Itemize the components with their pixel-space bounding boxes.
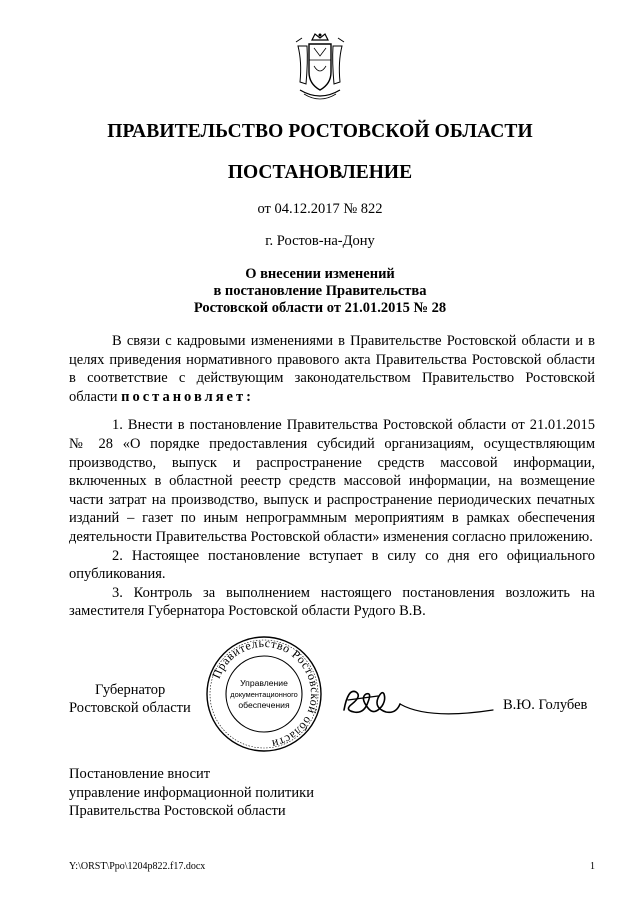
subject-line: О внесении изменений bbox=[245, 266, 395, 282]
subject-line: в постановление Правительства bbox=[213, 283, 427, 299]
submitter-note bbox=[69, 765, 314, 821]
signatory-title-line: Губернатор bbox=[95, 682, 166, 698]
item-paragraph: 2. Настоящее постановление вступает в силу со дня его официального опубликования. bbox=[69, 547, 595, 583]
seal-ring-text: Правительство Ростовской области bbox=[208, 635, 323, 752]
seal-center-line: Управление bbox=[240, 678, 288, 688]
signatory-name: В.Ю. Голубев bbox=[503, 697, 588, 713]
footer-file-path: Y:\ORST\Ppo\1204p822.f17.docx bbox=[69, 861, 206, 872]
document-date-number: от 04.12.2017 № 822 bbox=[257, 201, 383, 217]
coat-of-arms-icon bbox=[292, 32, 348, 104]
signatory-title-line: Ростовской области bbox=[69, 700, 191, 716]
preamble-text: В связи с кадровыми изменениями в Правительстве Ростовской области и в целях приведения нормативного правового акта Правительства Ростовской области в соответствие с действующим законодательством Правительство Ростовской области bbox=[69, 333, 595, 405]
handwritten-signature bbox=[338, 680, 498, 724]
preamble-paragraph bbox=[69, 332, 595, 406]
note-line: Постановление вносит bbox=[69, 766, 211, 782]
note-line: управление информационной политики bbox=[69, 784, 314, 801]
note-line: Правительства Ростовской области bbox=[69, 803, 286, 819]
subject-line: Ростовской области от 21.01.2015 № 28 bbox=[193, 300, 447, 316]
document-body bbox=[69, 332, 595, 621]
document-type: ПОСТАНОВЛЕНИЕ bbox=[227, 162, 413, 183]
seal-center-line: обеспечения bbox=[238, 700, 290, 710]
item-paragraph: 1. Внести в постановление Правительства Ростовской области от 21.01.2015 № 28 «О порядке предоставления субсидий организациям, осуществляющим производство, выпуск и распространение средств массовой информации, включенных в областной реестр средств массовой информации, на возмещение части затрат на производство, выпуск и распространение периодических печатных изданий – газет по иным непрограммным мероприятиям в рамках обеспечения деятельности Правительства Ростовской области» изменения согласно приложению. bbox=[69, 417, 595, 545]
official-seal bbox=[204, 634, 324, 754]
item-paragraph: 3. Контроль за выполнением настоящего постановления возложить на заместителя Губернатора Ростовской области Рудого В.В. bbox=[69, 584, 595, 620]
signatory-title bbox=[69, 681, 209, 717]
footer-page-number: 1 bbox=[590, 861, 595, 872]
seal-center-line: документационного bbox=[230, 690, 298, 699]
document-subject bbox=[0, 266, 640, 317]
preamble-keyword: постановляет: bbox=[121, 388, 254, 405]
document-city: г. Ростов-на-Дону bbox=[265, 233, 375, 249]
organization-title: ПРАВИТЕЛЬСТВО РОСТОВСКОЙ ОБЛАСТИ bbox=[107, 121, 533, 142]
